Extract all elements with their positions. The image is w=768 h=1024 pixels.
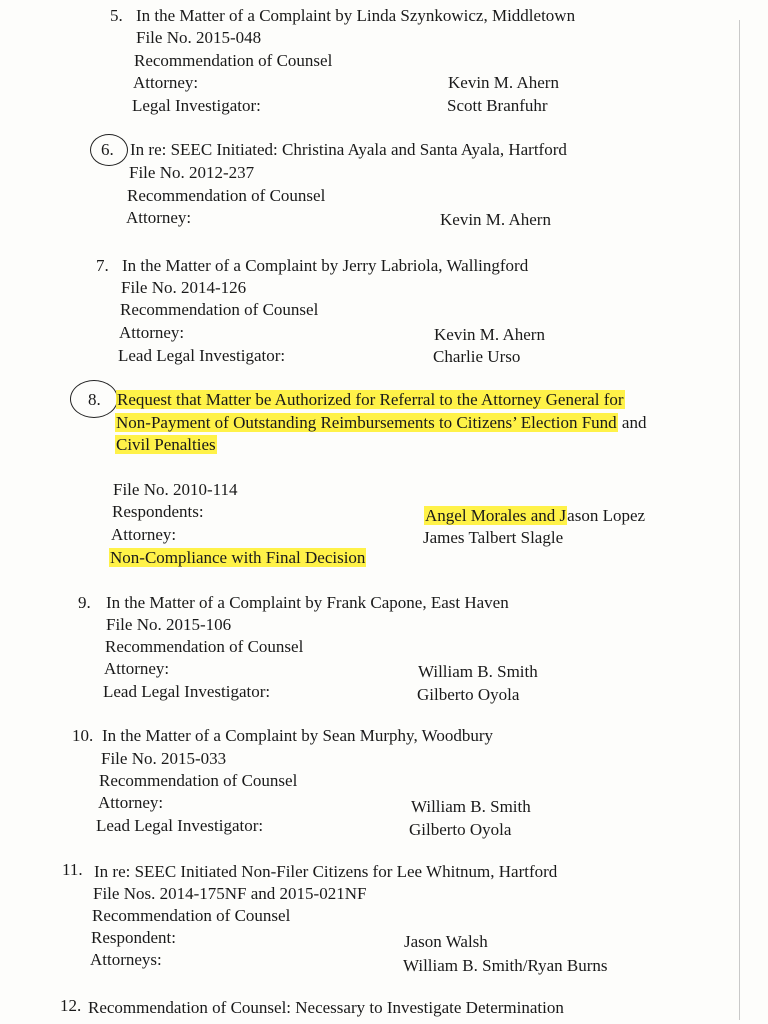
item-10-investigator-value: Gilberto Oyola — [409, 820, 512, 839]
item-5-number: 5. — [110, 6, 123, 25]
item-6-file: File No. 2012-237 — [129, 163, 255, 182]
item-10-number: 10. — [72, 726, 94, 745]
item-7-investigator-label: Lead Legal Investigator: — [118, 346, 286, 365]
item-7-recommendation: Recommendation of Counsel — [120, 300, 319, 319]
item-11-respondent-value: Jason Walsh — [404, 932, 488, 951]
item-9-attorney-label: Attorney: — [104, 659, 170, 678]
item-8-respondents-rest: ason Lopez — [567, 506, 646, 525]
item-10-attorney-value: William B. Smith — [411, 797, 531, 816]
item-10-investigator-label: Lead Legal Investigator: — [96, 816, 264, 835]
item-8-respondents-label: Respondents: — [112, 502, 204, 521]
item-7-file: File No. 2014-126 — [121, 278, 247, 297]
item-7-attorney-value: Kevin M. Ahern — [434, 325, 545, 344]
item-9-investigator-value: Gilberto Oyola — [417, 685, 520, 704]
item-5-investigator-label: Legal Investigator: — [132, 96, 261, 115]
item-6-attorney-value: Kevin M. Ahern — [440, 210, 551, 229]
item-8-title-line-3 — [115, 435, 217, 455]
item-11-attorneys-value: William B. Smith/Ryan Burns — [403, 956, 608, 975]
page-edge — [739, 20, 740, 1020]
item-7-title: In the Matter of a Complaint by Jerry Labriola, Wallingford — [122, 256, 529, 275]
item-8-respondents-value — [424, 506, 645, 526]
item-5-attorney-value: Kevin M. Ahern — [448, 73, 559, 92]
item-11-recommendation: Recommendation of Counsel — [92, 906, 291, 925]
item-8-attorney-label: Attorney: — [111, 525, 177, 544]
item-11-file: File Nos. 2014-175NF and 2015-021NF — [93, 884, 367, 903]
item-5-file: File No. 2015-048 — [136, 28, 262, 47]
item-9-file: File No. 2015-106 — [106, 615, 232, 634]
item-10-recommendation: Recommendation of Counsel — [99, 771, 298, 790]
item-8-number: 8. — [88, 390, 101, 409]
item-7-investigator-value: Charlie Urso — [433, 347, 521, 366]
item-11-respondent-label: Respondent: — [91, 928, 176, 947]
item-9-recommendation: Recommendation of Counsel — [105, 637, 304, 656]
item-8-title-line-2-text: Non-Payment of Outstanding Reimbursements to Citizens’ Election Fund — [116, 413, 617, 432]
item-10-title: In the Matter of a Complaint by Sean Murphy, Woodbury — [102, 726, 493, 745]
item-6-attorney-label: Attorney: — [126, 208, 192, 227]
item-9-number: 9. — [78, 593, 91, 612]
item-12-title: Recommendation of Counsel: Necessary to Investigate Determination — [88, 998, 564, 1017]
item-11-number: 11. — [62, 860, 83, 879]
item-8-title-tail: and — [621, 413, 647, 432]
item-8-note-text: Non-Compliance with Final Decision — [110, 548, 366, 567]
item-9-title: In the Matter of a Complaint by Frank Capone, East Haven — [106, 593, 509, 612]
item-9-attorney-value: William B. Smith — [418, 662, 538, 681]
item-5-investigator-value: Scott Branfuhr — [447, 96, 548, 115]
item-8-title-line-2 — [115, 413, 646, 433]
item-8-title-line-1 — [116, 390, 625, 410]
item-10-attorney-label: Attorney: — [98, 793, 164, 812]
item-6-number: 6. — [101, 140, 114, 159]
item-6-recommendation: Recommendation of Counsel — [127, 186, 326, 205]
item-7-number: 7. — [96, 256, 109, 275]
item-10-file: File No. 2015-033 — [101, 749, 227, 768]
item-5-recommendation: Recommendation of Counsel — [134, 51, 333, 70]
item-5-attorney-label: Attorney: — [133, 73, 199, 92]
item-8-title-line-3-text: Civil Penalties — [116, 435, 216, 454]
item-6-title: In re: SEEC Initiated: Christina Ayala and Santa Ayala, Hartford — [130, 140, 567, 159]
item-11-attorneys-label: Attorneys: — [90, 950, 162, 969]
item-8-title-line-1-text: Request that Matter be Authorized for Referral to the Attorney General for — [117, 390, 624, 409]
item-9-investigator-label: Lead Legal Investigator: — [103, 682, 271, 701]
item-8-respondents-highlighted: Angel Morales and J — [425, 506, 567, 525]
item-8-note — [109, 548, 366, 568]
item-12-number: 12. — [60, 996, 82, 1015]
item-5-title: In the Matter of a Complaint by Linda Szynkowicz, Middletown — [136, 6, 576, 25]
item-7-attorney-label: Attorney: — [119, 323, 185, 342]
item-8-attorney-value: James Talbert Slagle — [423, 528, 564, 547]
item-8-file: File No. 2010-114 — [113, 480, 238, 499]
item-11-title: In re: SEEC Initiated Non-Filer Citizens for Lee Whitnum, Hartford — [94, 862, 558, 881]
